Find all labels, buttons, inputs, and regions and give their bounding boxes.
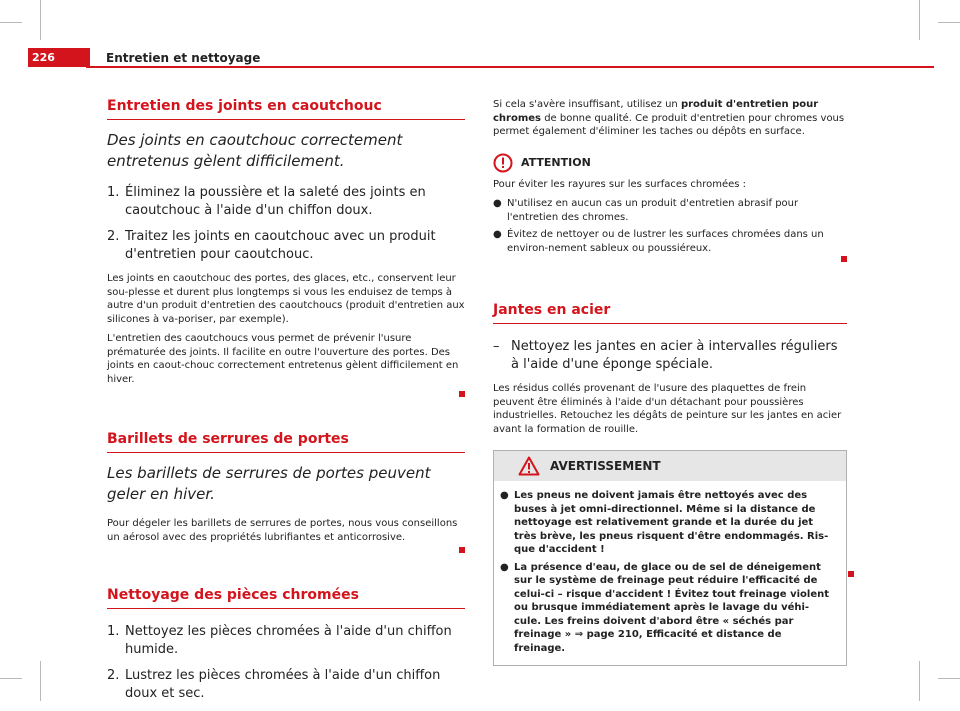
paragraph: L'entretien des caoutchoucs vous permet de prévenir l'usure prématurée des joints. Il facilite en outre l'ouverture des portes. Des joints en caout-chouc correctement entretenus gèlent difficilement en hiver. xyxy=(107,333,459,385)
end-marker xyxy=(107,382,465,401)
warning-box-header xyxy=(494,451,846,481)
step-text: Éliminez la poussière et la saleté des joints en caoutchouc à l'aide d'un chiffon doux. xyxy=(125,185,426,218)
list-item xyxy=(500,561,836,656)
page-number: 226 xyxy=(28,48,90,67)
bullet-text: Les pneus ne doivent jamais être nettoyés avec des buses à jet omni-directionnel. Même si la distance de nettoyage est relativement grande et la durée du jet très brève, les pneus risquent d'être endommagés. Ris-que d'accident ! xyxy=(514,490,829,555)
bullet-text: Évitez de nettoyer ou de lustrer les surfaces chromées dans un environ-nement sableux ou poussiéreux. xyxy=(507,229,824,254)
attention-title: ATTENTION xyxy=(521,156,591,169)
text-run-bold: produit d'entretien pour chromes xyxy=(493,99,819,124)
step-item xyxy=(107,667,465,703)
step-text: Lustrez les pièces chromées à l'aide d'un chiffon doux et sec. xyxy=(125,668,441,701)
dash-marker: – xyxy=(493,339,500,354)
section-title-barillets: Barillets de serrures de portes xyxy=(107,431,465,453)
left-column xyxy=(107,98,465,711)
warning-triangle-icon xyxy=(518,456,540,476)
step-text: Nettoyez les jantes en acier à intervalles réguliers à l'aide d'une éponge spéciale. xyxy=(511,339,838,372)
crop-mark xyxy=(919,0,920,40)
section-title-joints: Entretien des joints en caoutchouc xyxy=(107,98,465,120)
section-intro-joints: Des joints en caoutchouc correctement entretenus gèlent difficilement. xyxy=(107,131,403,170)
bullet-icon: ● xyxy=(493,198,502,209)
step-item xyxy=(493,338,847,374)
bullet-icon: ● xyxy=(493,229,502,240)
step-item xyxy=(107,184,465,220)
attention-intro: Pour éviter les rayures sur les surfaces chromées : xyxy=(493,178,747,190)
step-number: 1. xyxy=(107,624,120,639)
crop-mark xyxy=(0,22,22,23)
section-title-chromes: Nettoyage des pièces chromées xyxy=(107,587,465,609)
paragraph: Pour dégeler les barillets de serrures de portes, nous vous conseillons un aérosol avec des propriétés lubrifiantes et anticorrosive. xyxy=(107,518,458,543)
crop-mark xyxy=(919,661,920,701)
end-marker xyxy=(848,562,854,581)
attention-heading xyxy=(493,153,847,173)
section-title-jantes: Jantes en acier xyxy=(493,302,847,324)
step-number: 1. xyxy=(107,185,120,200)
step-number: 2. xyxy=(107,668,120,683)
list-item xyxy=(493,197,847,224)
crop-mark xyxy=(938,678,960,679)
crop-mark xyxy=(938,22,960,23)
list-item xyxy=(493,228,847,255)
bullet-text: N'utilisez en aucun cas un produit d'entretien abrasif pour l'entretien des chromes. xyxy=(507,198,799,223)
crop-mark xyxy=(40,661,41,701)
page-header-title: Entretien et nettoyage xyxy=(106,51,261,65)
step-number: 2. xyxy=(107,229,120,244)
step-text: Nettoyez les pièces chromées à l'aide d'un chiffon humide. xyxy=(125,624,452,657)
section-intro-barillets: Les barillets de serrures de portes peuvent geler en hiver. xyxy=(107,464,431,503)
bullet-icon: ● xyxy=(500,561,509,573)
crop-mark xyxy=(40,0,41,40)
warning-box-body xyxy=(494,481,846,665)
end-mark-square xyxy=(459,547,465,553)
step-item xyxy=(107,228,465,264)
text-run: Si cela s'avère insuffisant, utilisez un xyxy=(493,99,681,110)
warning-box xyxy=(493,450,847,666)
header-rule xyxy=(86,66,934,68)
list-item xyxy=(500,489,836,557)
step-text: Traitez les joints en caoutchouc avec un produit d'entretien pour caoutchouc. xyxy=(125,229,436,262)
end-mark-square xyxy=(459,391,465,397)
paragraph-chromes-continued xyxy=(493,98,847,139)
bullet-icon: ● xyxy=(500,490,509,501)
bullet-text: La présence d'eau, de glace ou de sel de déneigement sur le système de freinage peut réduire l'efficacité de celui-ci – risque d'accident ! Évitez tout freinage violent ou brusque immédiatement après le lavage du véhi-cule. Les freins doivent d'abord être « séchés par freinage » ⇒ page 210, Efficacité et distance de freinage. xyxy=(514,561,829,654)
attention-icon xyxy=(493,153,513,173)
text-run: de bonne qualité. Ce produit d'entretien pour chromes vous permet également d'éliminer les taches ou dépôts en surface. xyxy=(493,112,845,137)
end-mark-square xyxy=(841,256,847,262)
crop-mark xyxy=(0,678,22,679)
paragraph: Les résidus collés provenant de l'usure des plaquettes de frein peuvent être éliminés à l'aide d'un détachant pour poussières industrielles. Retouchez les dégâts de peinture sur les jantes en acier avant la formation de rouille. xyxy=(493,383,842,435)
end-mark-square xyxy=(848,571,854,577)
warning-title: AVERTISSEMENT xyxy=(550,459,661,473)
step-item xyxy=(107,623,465,659)
right-column xyxy=(493,98,847,666)
paragraph: Les joints en caoutchouc des portes, des glaces, etc., conservent leur sou-plesse et durent plus longtemps si vous les enduisez de temps à autre d'un produit d'entretien des caoutchoucs (produit d'entretien aux silicones à va-poriser, par exemple). xyxy=(107,273,465,325)
